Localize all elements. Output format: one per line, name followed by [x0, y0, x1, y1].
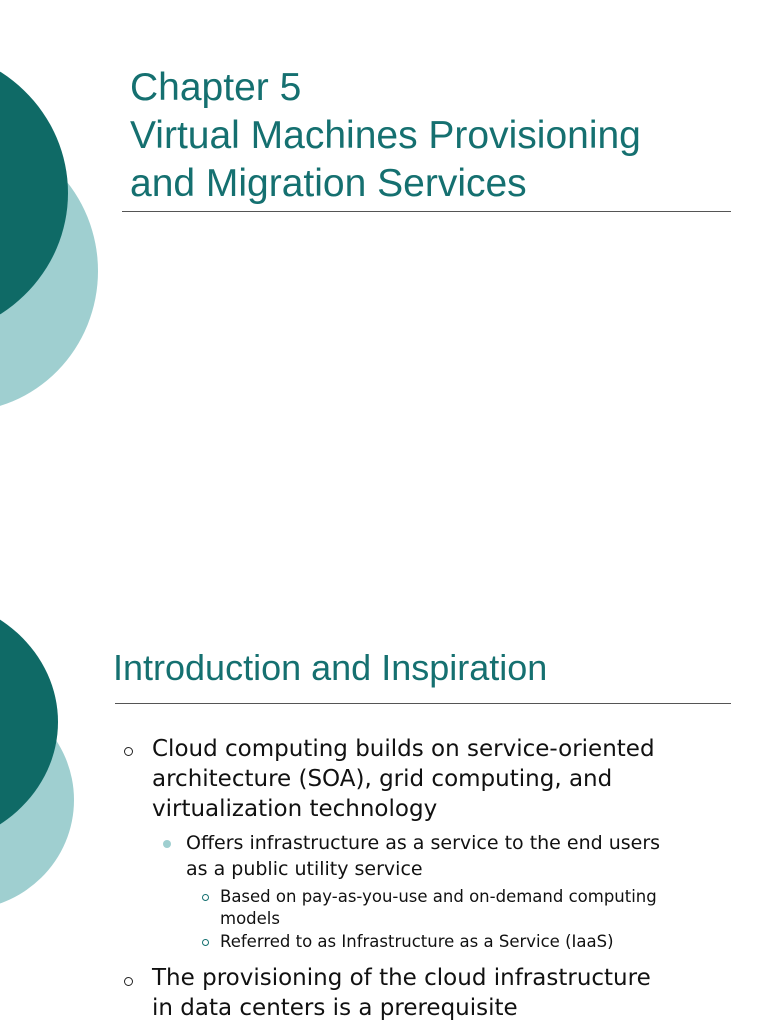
- bullet-5-line-1: The provisioning of the cloud infrastructure: [152, 965, 651, 991]
- hollow-circle-bullet-icon: [124, 977, 133, 986]
- title-line-2: Virtual Machines Provisioning: [130, 114, 641, 157]
- slide-2: [0, 596, 768, 1024]
- title-divider: [122, 211, 731, 212]
- small-circle-bullet-icon: [202, 939, 209, 946]
- bullet-list: [0, 596, 768, 1024]
- bullet-1-line-2: architecture (SOA), grid computing, and: [152, 766, 613, 792]
- slide-2-title: Introduction and Inspiration: [113, 647, 548, 688]
- slide-1-title: [130, 64, 641, 208]
- bullet-2-line-2: as a public utility service: [186, 858, 423, 880]
- bullet-3-line-1: Based on pay-as-you-use and on-demand computing: [220, 887, 657, 906]
- filled-dot-bullet-icon: [163, 840, 171, 848]
- small-circle-bullet-icon: [202, 894, 209, 901]
- bullet-4-line-1: Referred to as Infrastructure as a Service (IaaS): [220, 932, 614, 951]
- bullet-2-line-1: Offers infrastructure as a service to the end users: [186, 832, 661, 854]
- bullet-3-line-2: models: [220, 909, 280, 928]
- bullet-5-line-2: in data centers is a prerequisite: [152, 995, 518, 1021]
- hollow-circle-bullet-icon: [124, 747, 133, 756]
- title-line-3: and Migration Services: [130, 162, 527, 205]
- bullet-1-line-3: virtualization technology: [152, 796, 438, 822]
- bullet-1-line-1: Cloud computing builds on service-oriented: [152, 736, 655, 762]
- title-line-1: Chapter 5: [130, 66, 302, 109]
